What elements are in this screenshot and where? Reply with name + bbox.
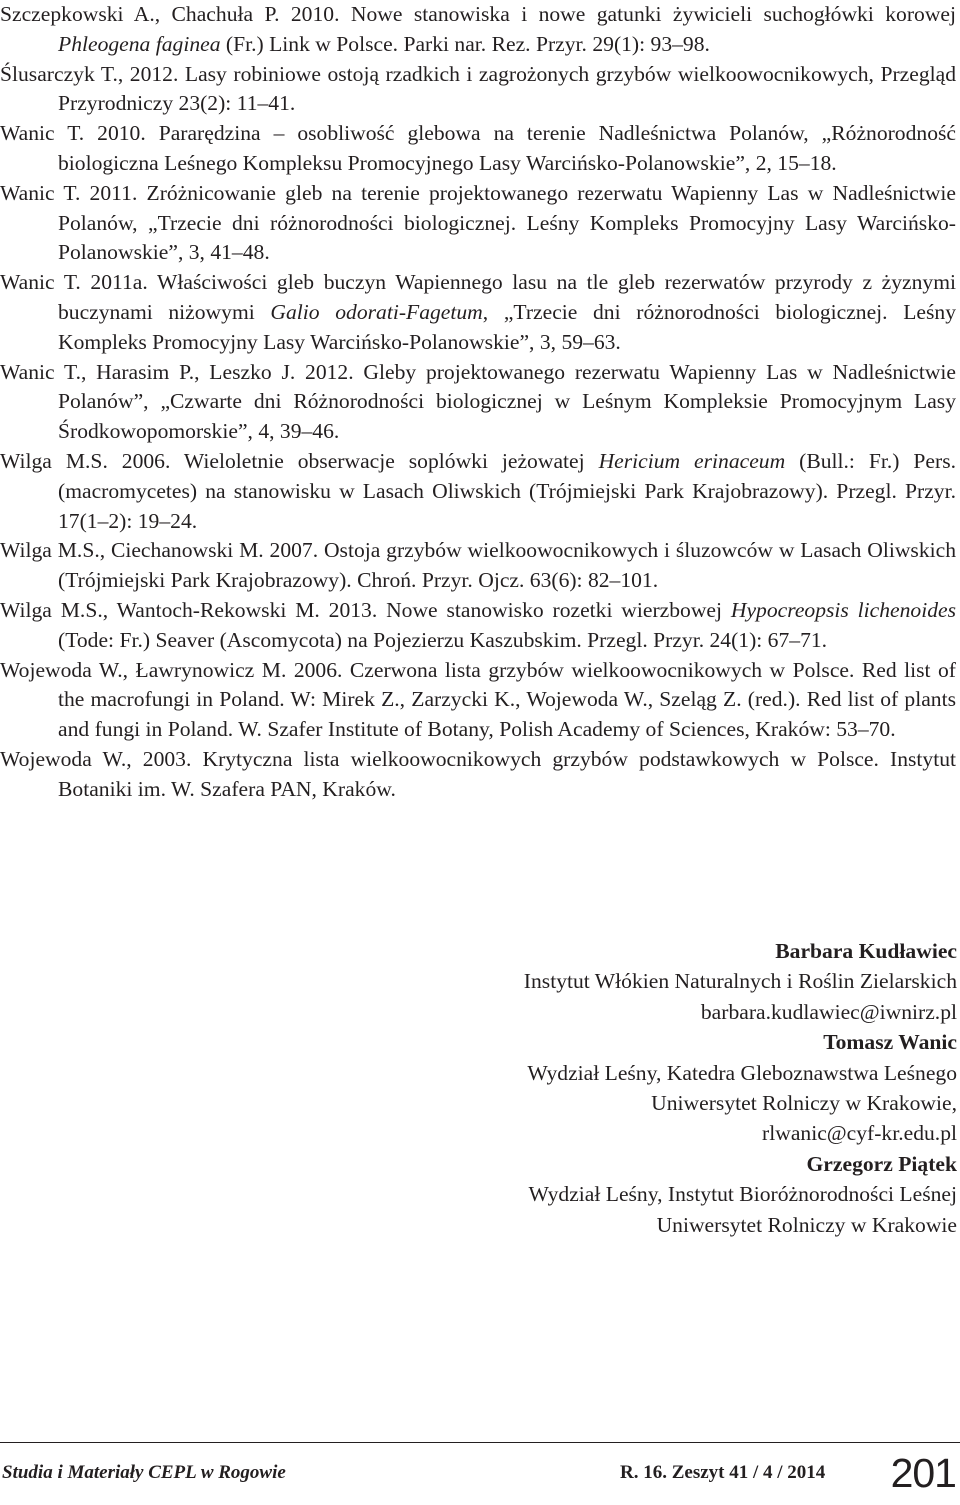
author-affiliation: Uniwersytet Rolniczy w Krakowie	[656, 1212, 957, 1237]
reference-entry: Wanic T. 2010. Pararędzina – osobliwość glebowa na terenie Nadleśnictwa Polanów, „Różnorodność biologiczna Leśnego Kompleksu Promocyjnego Lasy Warcińsko-Polanowskie”, 2, 15–18.	[0, 121, 956, 175]
author-affiliations	[524, 936, 957, 1240]
author-affiliation: Instytut Włókien Naturalnych i Roślin Zielarskich	[523, 969, 957, 994]
reference-entry: Wanic T., Harasim P., Leszko J. 2012. Gleby projektowanego rezerwatu Wapienny Las w Nadleśnictwie Polanów”, „Czwarte dni Różnorodności biologicznej w Leśnym Kompleksie Promocyjnym Lasy Środkowopomorskie”, 4, 39–46.	[0, 359, 956, 444]
reference-entry: Wilga M.S., Ciechanowski M. 2007. Ostoja grzybów wielkoowocnikowych i śluzowców w Lasach Oliwskich (Trójmiejski Park Krajobrazowy). Chroń. Przyr. Ojcz. 63(6): 82–101.	[0, 538, 956, 593]
reference-entry: Wilga M.S. 2006. Wieloletnie obserwacje soplówki jeżowatej Hericium erinaceum (Bull.: Fr.) Pers. (macromycetes) na stanowisku w Lasach Oliwskich (Trójmiejski Park Krajobrazowy). Przegl. Przyr. 17(1–2): 19–24.	[0, 448, 956, 533]
author-name: Tomasz Wanic	[823, 1030, 957, 1055]
reference-entry: Wanic T. 2011. Zróżnicowanie gleb na terenie projektowanego rezerwatu Wapienny Las w Nadleśnictwie Polanów, „Trzecie dni różnorodności biologicznej. Leśny Kompleks Promocyjny Lasy Warcińsko-Polanowskie”, 3, 41–48.	[0, 180, 956, 265]
author-email: barbara.kudlawiec@iwnirz.pl	[700, 999, 957, 1024]
footer-divider	[0, 1442, 960, 1443]
issue-info: R. 16. Zeszyt 41 / 4 / 2014	[620, 1462, 826, 1483]
author-affiliation: Uniwersytet Rolniczy w Krakowie,	[651, 1091, 957, 1116]
author-affiliation: Wydział Leśny, Katedra Gleboznawstwa Leśnego	[527, 1060, 957, 1085]
author-name: Grzegorz Piątek	[806, 1151, 957, 1176]
reference-entry: Wanic T. 2011a. Właściwości gleb buczyn Wapiennego lasu na tle gleb rezerwatów przyrody z żyznymi buczynami niżowymi Galio odorati-Fagetum, „Trzecie dni różnorodności biologicznej. Leśny Kompleks Promocyjny Lasy Warcińsko-Polanowskie”, 3, 59–63.	[0, 270, 956, 354]
reference-entry: Wojewoda W., 2003. Krytyczna lista wielkoowocnikowych grzybów podstawkowych w Polsce. Instytut Botaniki im. W. Szafera PAN, Kraków.	[0, 746, 956, 801]
reference-entry: Szczepkowski A., Chachuła P. 2010. Nowe stanowiska i nowe gatunki żywicieli suchogłówki korowej Phleogena faginea (Fr.) Link w Polsce. Parki nar. Rez. Przyr. 29(1): 93–98.	[0, 2, 956, 56]
author-name: Barbara Kudławiec	[775, 939, 957, 963]
author-email: rlwanic@cyf-kr.edu.pl	[762, 1121, 957, 1146]
page-number: 201	[890, 1450, 956, 1496]
journal-title: Studia i Materiały CEPL w Rogowie	[2, 1462, 286, 1483]
reference-entry: Wojewoda W., Ławrynowicz M. 2006. Czerwona lista grzybów wielkoowocnikowych w Polsce. Red list of the macrofungi in Poland. W: Mirek Z., Zarzycki K., Wojewoda W., Szeląg Z. (red.). Red list of plants and fungi in Poland. W. Szafer Institute of Botany, Polish Academy of Sciences, Kraków: 53–70.	[0, 657, 956, 742]
reference-entry: Ślusarczyk T., 2012. Lasy robiniowe ostoją rzadkich i zagrożonych grzybów wielkoowocnikowych, Przegląd Przyrodniczy 23(2): 11–41.	[0, 61, 956, 116]
author-affiliation: Wydział Leśny, Instytut Bioróżnorodności Leśnej	[528, 1182, 957, 1207]
reference-entry: Wilga M.S., Wantoch-Rekowski M. 2013. Nowe stanowisko rozetki wierzbowej Hypocreopsis lichenoides (Tode: Fr.) Seaver (Ascomycota) na Pojezierzu Kaszubskim. Przegl. Przyr. 24(1): 67–71.	[0, 597, 956, 652]
